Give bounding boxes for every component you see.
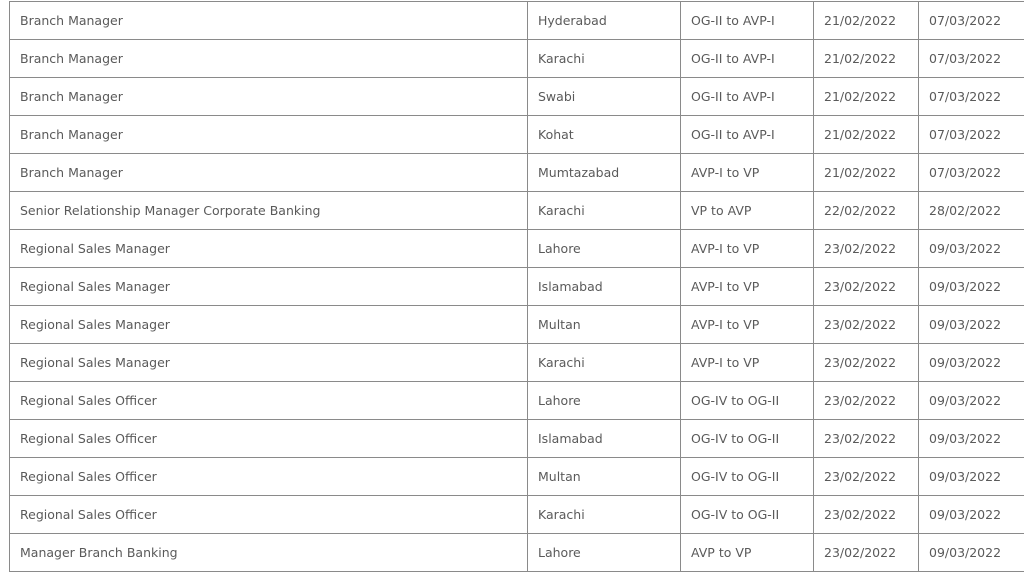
table-row — [10, 154, 1024, 192]
location-cell: Islamabad — [528, 268, 681, 306]
job-title-cell: Regional Sales Officer — [10, 420, 528, 458]
table-row — [10, 306, 1024, 344]
location-cell: Lahore — [528, 382, 681, 420]
table-row — [10, 40, 1024, 78]
grade-cell: AVP-I to VP — [681, 306, 814, 344]
location-cell: Multan — [528, 458, 681, 496]
table-row — [10, 268, 1024, 306]
grade-cell: AVP to VP — [681, 534, 814, 572]
grade-cell: OG-II to AVP-I — [681, 116, 814, 154]
location-cell: Multan — [528, 306, 681, 344]
closing-date-cell: 07/03/2022 — [919, 40, 1024, 78]
opening-date-cell: 21/02/2022 — [814, 78, 919, 116]
opening-date-cell: 23/02/2022 — [814, 344, 919, 382]
job-title-cell: Regional Sales Officer — [10, 496, 528, 534]
location-cell: Mumtazabad — [528, 154, 681, 192]
closing-date-cell: 07/03/2022 — [919, 154, 1024, 192]
location-cell: Lahore — [528, 534, 681, 572]
grade-cell: OG-II to AVP-I — [681, 78, 814, 116]
table-row — [10, 382, 1024, 420]
table-row — [10, 2, 1024, 40]
grade-cell: AVP-I to VP — [681, 154, 814, 192]
location-cell: Islamabad — [528, 420, 681, 458]
opening-date-cell: 23/02/2022 — [814, 306, 919, 344]
opening-date-cell: 23/02/2022 — [814, 230, 919, 268]
opening-date-cell: 23/02/2022 — [814, 458, 919, 496]
grade-cell: VP to AVP — [681, 192, 814, 230]
job-title-cell: Branch Manager — [10, 78, 528, 116]
job-title-cell: Regional Sales Officer — [10, 458, 528, 496]
closing-date-cell: 09/03/2022 — [919, 344, 1024, 382]
closing-date-cell: 09/03/2022 — [919, 496, 1024, 534]
location-cell: Karachi — [528, 344, 681, 382]
job-title-cell: Regional Sales Manager — [10, 230, 528, 268]
job-title-cell: Senior Relationship Manager Corporate Banking — [10, 192, 528, 230]
job-title-cell: Branch Manager — [10, 154, 528, 192]
table-row — [10, 230, 1024, 268]
job-title-cell: Regional Sales Manager — [10, 344, 528, 382]
table-row — [10, 192, 1024, 230]
closing-date-cell: 09/03/2022 — [919, 268, 1024, 306]
opening-date-cell: 23/02/2022 — [814, 534, 919, 572]
grade-cell: OG-IV to OG-II — [681, 382, 814, 420]
grade-cell: OG-II to AVP-I — [681, 2, 814, 40]
grade-cell: AVP-I to VP — [681, 268, 814, 306]
location-cell: Karachi — [528, 496, 681, 534]
opening-date-cell: 23/02/2022 — [814, 268, 919, 306]
table-row — [10, 344, 1024, 382]
grade-cell: OG-II to AVP-I — [681, 40, 814, 78]
opening-date-cell: 21/02/2022 — [814, 154, 919, 192]
location-cell: Swabi — [528, 78, 681, 116]
grade-cell: AVP-I to VP — [681, 344, 814, 382]
closing-date-cell: 09/03/2022 — [919, 458, 1024, 496]
table-row — [10, 458, 1024, 496]
closing-date-cell: 07/03/2022 — [919, 2, 1024, 40]
opening-date-cell: 21/02/2022 — [814, 2, 919, 40]
opening-date-cell: 23/02/2022 — [814, 496, 919, 534]
location-cell: Hyderabad — [528, 2, 681, 40]
grade-cell: AVP-I to VP — [681, 230, 814, 268]
job-title-cell: Branch Manager — [10, 40, 528, 78]
location-cell: Lahore — [528, 230, 681, 268]
closing-date-cell: 07/03/2022 — [919, 116, 1024, 154]
grade-cell: OG-IV to OG-II — [681, 496, 814, 534]
location-cell: Karachi — [528, 40, 681, 78]
job-title-cell: Branch Manager — [10, 116, 528, 154]
closing-date-cell: 28/02/2022 — [919, 192, 1024, 230]
closing-date-cell: 09/03/2022 — [919, 534, 1024, 572]
job-title-cell: Regional Sales Manager — [10, 306, 528, 344]
location-cell: Karachi — [528, 192, 681, 230]
job-title-cell: Regional Sales Manager — [10, 268, 528, 306]
opening-date-cell: 22/02/2022 — [814, 192, 919, 230]
job-openings-table — [9, 1, 1024, 572]
opening-date-cell: 23/02/2022 — [814, 420, 919, 458]
job-title-cell: Branch Manager — [10, 2, 528, 40]
closing-date-cell: 09/03/2022 — [919, 382, 1024, 420]
grade-cell: OG-IV to OG-II — [681, 458, 814, 496]
opening-date-cell: 21/02/2022 — [814, 116, 919, 154]
table-row — [10, 534, 1024, 572]
table-row — [10, 420, 1024, 458]
table-row — [10, 496, 1024, 534]
closing-date-cell: 07/03/2022 — [919, 78, 1024, 116]
closing-date-cell: 09/03/2022 — [919, 306, 1024, 344]
job-title-cell: Manager Branch Banking — [10, 534, 528, 572]
opening-date-cell: 21/02/2022 — [814, 40, 919, 78]
table-row — [10, 78, 1024, 116]
table-row — [10, 116, 1024, 154]
closing-date-cell: 09/03/2022 — [919, 420, 1024, 458]
job-openings-body — [10, 2, 1024, 572]
grade-cell: OG-IV to OG-II — [681, 420, 814, 458]
closing-date-cell: 09/03/2022 — [919, 230, 1024, 268]
location-cell: Kohat — [528, 116, 681, 154]
job-title-cell: Regional Sales Officer — [10, 382, 528, 420]
opening-date-cell: 23/02/2022 — [814, 382, 919, 420]
